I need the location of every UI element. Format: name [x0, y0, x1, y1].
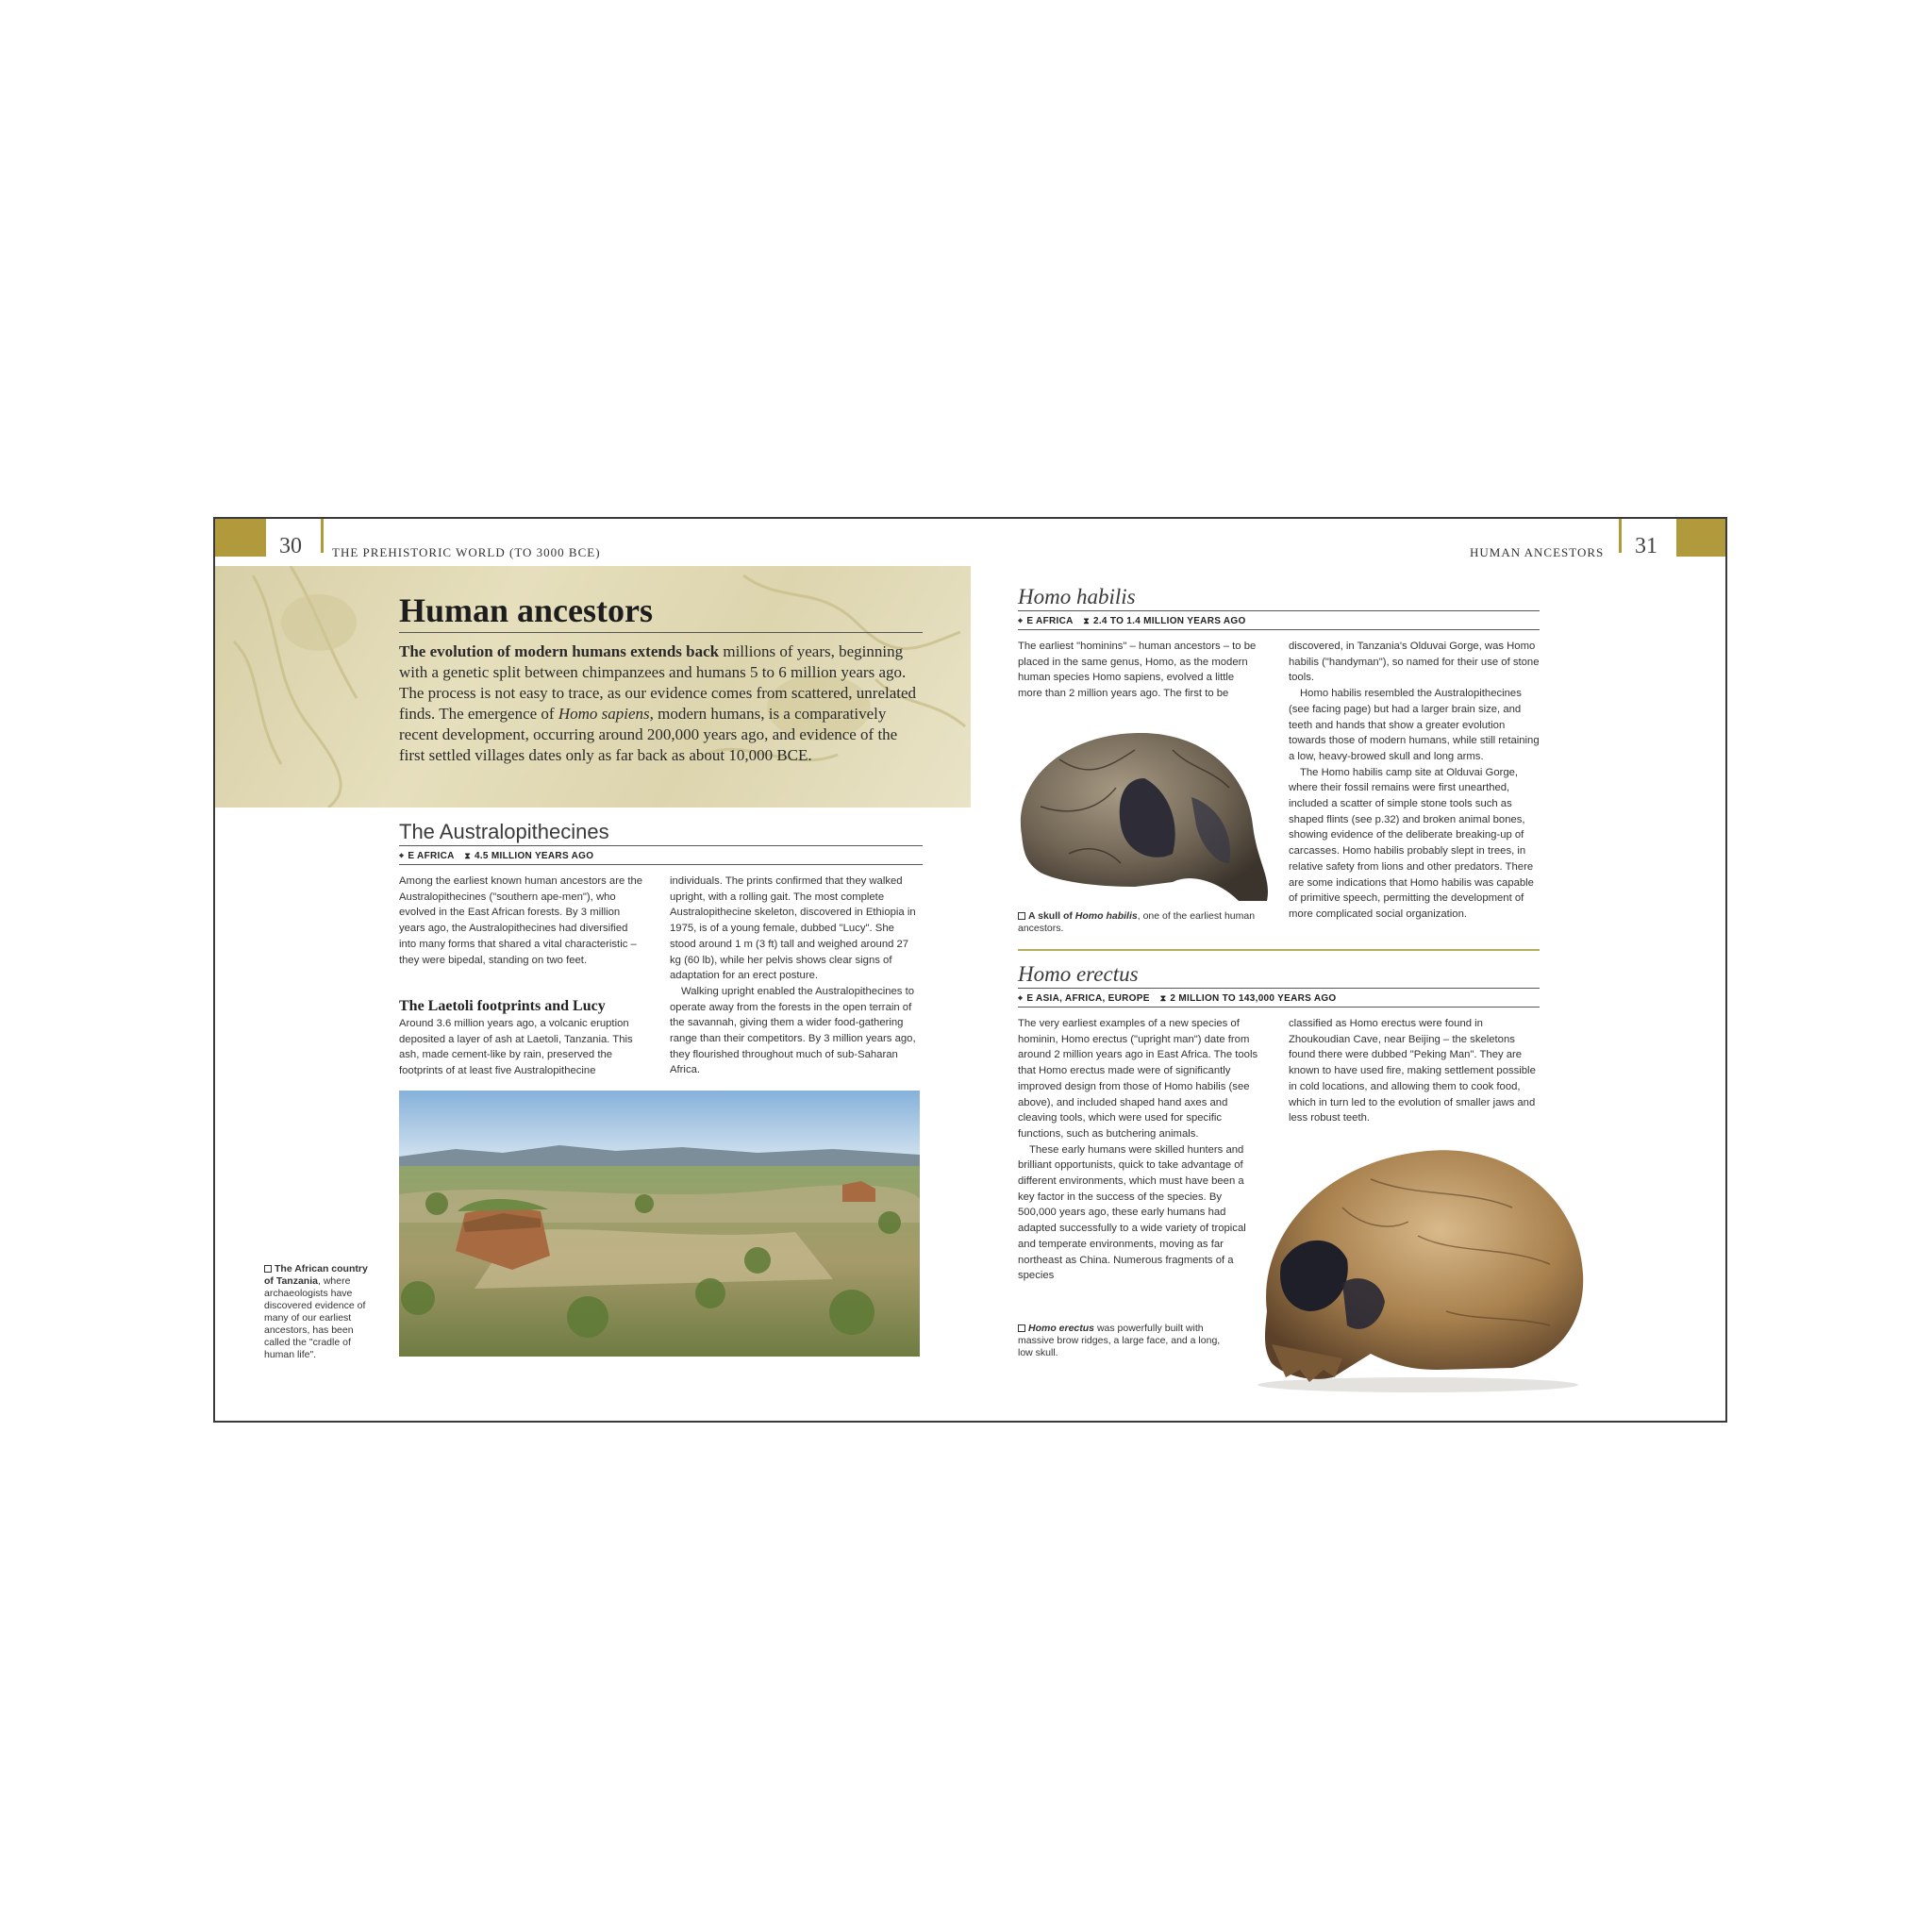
intro-lead: The evolution of modern humans extends back	[399, 642, 720, 660]
erectus-col-2-text: classified as Homo erectus were found in Zhoukoudian Cave, near Beijing – the skeletons found there were dubbed "Peking Man". They are known to have used fire, making settlement possible in cold locations, and allowing them to cook food, which in turn led to the evolution of smaller jaws and less robust teeth.	[1289, 1018, 1536, 1124]
australopithecines-col-1-text: Among the earliest known human ancestors are the Australopithecines ("southern ape-men"), who evolved in the East African forests. By 3 million years ago, the Australopithecines had diversified into many forms that shared a vital characteristic – they were bipedal, standing on two feet.	[399, 875, 643, 966]
habilis-caption	[1018, 910, 1263, 935]
erectus-caption-italic: Homo erectus	[1028, 1323, 1095, 1334]
erectus-region: E ASIA, AFRICA, EUROPE	[1026, 993, 1150, 1004]
caption-marker-icon	[1018, 1324, 1025, 1332]
habilis-region: E AFRICA	[1026, 616, 1074, 626]
habilis-col-2a: discovered, in Tanzania's Olduvai Gorge, was Homo habilis ("handyman"), so named for their use of stone tools.	[1289, 641, 1540, 684]
homo-habilis-skull-image	[1003, 722, 1276, 906]
habilis-col-1-text: The earliest "hominins" – human ancestors – to be placed in the same genus, Homo, as the modern human species Homo sapiens, evolved a little more than 2 million years ago. The first to be	[1018, 641, 1257, 700]
page-title: Human ancestors	[399, 591, 653, 629]
australopithecines-col-2b: Walking upright enabled the Australopithecines to operate away from the forests in the open terrain of the savannah, giving them a wider food-gathering range than their competitors. By 3 million years ago, they flourished throughout much of sub-Saharan Africa.	[670, 985, 916, 1076]
homo-erectus-skull-image	[1229, 1123, 1597, 1396]
habilis-caption-pre: A skull of	[1028, 910, 1075, 922]
tanzania-caption	[264, 1263, 377, 1361]
location-pin-icon: ⌖	[1018, 993, 1024, 1003]
olduvai-landscape-photo	[399, 1091, 920, 1357]
habilis-col-2c: The Homo habilis camp site at Olduvai Gorge, where their fossil remains were first unearthed, included a scatter of simple stone tools such as shaped flints (see p.32) and broken animal bones, showing evidence of the deliberate breaking-up of carcasses. Homo habilis probably slept in trees, in relative safety from lions and other predators. There are some indications that Homo habilis was capable of primitive speech, permitting the development of more complicated social organization.	[1289, 766, 1534, 920]
habilis-title: Homo habilis	[1018, 585, 1136, 608]
section-divider	[1018, 949, 1540, 951]
timeline-icon: ⧗	[1159, 993, 1167, 1003]
australopithecines-period: 4.5 MILLION YEARS AGO	[474, 851, 594, 861]
caption-marker-icon	[264, 1265, 272, 1273]
intro-text-italic: Homo sapiens	[558, 705, 650, 723]
australopithecines-col-2a: individuals. The prints confirmed that they walked upright, with a rolling gait. The most complete Australopithecine skeleton, discovered in Ethiopia in 1975, is of a young female, dubbed "Lucy". She stood around 1 m (3 ft) tall and weighed around 27 kg (60 lb), while her pelvis shows clear signs of adaptation for an erect posture.	[670, 875, 916, 982]
australopithecines-rule	[399, 845, 923, 846]
erectus-rule	[1018, 988, 1540, 989]
erectus-col-1	[1018, 1016, 1261, 1284]
habilis-caption-post: , one of the earliest human ancestors.	[1018, 910, 1256, 934]
laetoli-subhead: The Laetoli footprints and Lucy	[399, 998, 606, 1014]
habilis-rule	[1018, 610, 1540, 611]
australopithecines-region: E AFRICA	[408, 851, 455, 861]
erectus-caption-post: was powerfully built with massive brow ridges, a large face, and a long, low skull.	[1018, 1323, 1221, 1358]
intro-paragraph	[399, 641, 923, 766]
right-running-head: HUMAN ANCESTORS	[1470, 545, 1605, 559]
header-divider-left	[321, 519, 324, 553]
erectus-meta	[1018, 993, 1337, 1004]
book-spread	[213, 517, 1727, 1423]
header-divider-right	[1619, 519, 1622, 553]
landscape-illustration	[399, 1091, 920, 1357]
caption-marker-icon	[1018, 912, 1025, 920]
erectus-title: Homo erectus	[1018, 962, 1139, 986]
erectus-col-1a: The very earliest examples of a new species of hominin, Homo erectus ("upright man") date from around 2 million years ago in East Africa. The tools that Homo erectus made were of significantly improved design from those of Homo habilis (see above), and included shaped hand axes and cleaving tools, which were used for specific functions, such as butchering animals.	[1018, 1018, 1258, 1140]
timeline-icon: ⧗	[464, 851, 471, 860]
tanzania-caption-rest: , where archaeologists have discovered evidence of many of our earliest ancestors, has been called the "cradle of human life".	[264, 1275, 366, 1360]
erectus-rule-2	[1018, 1007, 1540, 1008]
gold-tab-right	[1676, 519, 1727, 557]
laetoli-col	[399, 1016, 644, 1079]
australopithecines-col-2	[670, 874, 920, 1078]
title-rule	[399, 632, 923, 633]
left-page-number: 30	[279, 534, 302, 558]
gold-tab-left	[215, 519, 266, 557]
intro-text-1: millions of years, beginning with a genetic split between chimpanzees and humans 5 to 6 million years ago. The process is not easy to trace, as our evidence comes from scattered, unrelated finds. The emergence of	[399, 642, 917, 723]
erectus-period: 2 MILLION TO 143,000 YEARS AGO	[1170, 993, 1337, 1004]
habilis-meta	[1018, 616, 1246, 626]
location-pin-icon: ⌖	[399, 851, 405, 860]
australopithecines-rule-2	[399, 864, 923, 865]
australopithecines-meta	[399, 851, 593, 861]
laetoli-text: Around 3.6 million years ago, a volcanic eruption deposited a layer of ash at Laetoli, Tanzania. This ash, made cement-like by rain, preserved the footprints of at least five Australopithecine	[399, 1018, 633, 1077]
location-pin-icon: ⌖	[1018, 616, 1024, 625]
australopithecines-title: The Australopithecines	[399, 820, 609, 843]
habilis-caption-italic: Homo habilis	[1074, 910, 1138, 922]
erectus-col-1b: These early humans were skilled hunters and brilliant opportunists, quick to take advantage of different environments, which must have been a key factor in the success of the species. By 500,000 years ago, these early humans had adapted successfully to a wide variety of tropical and temperate environments, moving as far northeast as China. Numerous fragments of a species	[1018, 1143, 1246, 1282]
habilis-rule-2	[1018, 629, 1540, 630]
habilis-col-1	[1018, 639, 1261, 702]
left-running-head: THE PREHISTORIC WORLD (TO 3000 BCE)	[332, 545, 601, 559]
erectus-col-2	[1289, 1016, 1540, 1126]
timeline-icon: ⧗	[1083, 616, 1090, 625]
habilis-col-2b: Homo habilis resembled the Australopithecines (see facing page) but had a larger brain size, and teeth and hands that show a greater evolution towards those of modern humans, while still retaining a low, heavy-browed skull and long arms.	[1289, 688, 1540, 762]
right-page-number: 31	[1635, 534, 1657, 558]
australopithecines-col-1	[399, 874, 644, 968]
erectus-caption	[1018, 1323, 1225, 1359]
habilis-col-2	[1289, 639, 1540, 923]
habilis-period: 2.4 TO 1.4 MILLION YEARS AGO	[1092, 616, 1246, 626]
intro-text-2: , modern humans, is a comparatively recent development, occurring around 200,000 years ago, and evidence of the first settled villages dates only as far back as about 10,000 BCE.	[399, 705, 898, 764]
tanzania-caption-bold: The African country of Tanzania	[264, 1263, 368, 1287]
